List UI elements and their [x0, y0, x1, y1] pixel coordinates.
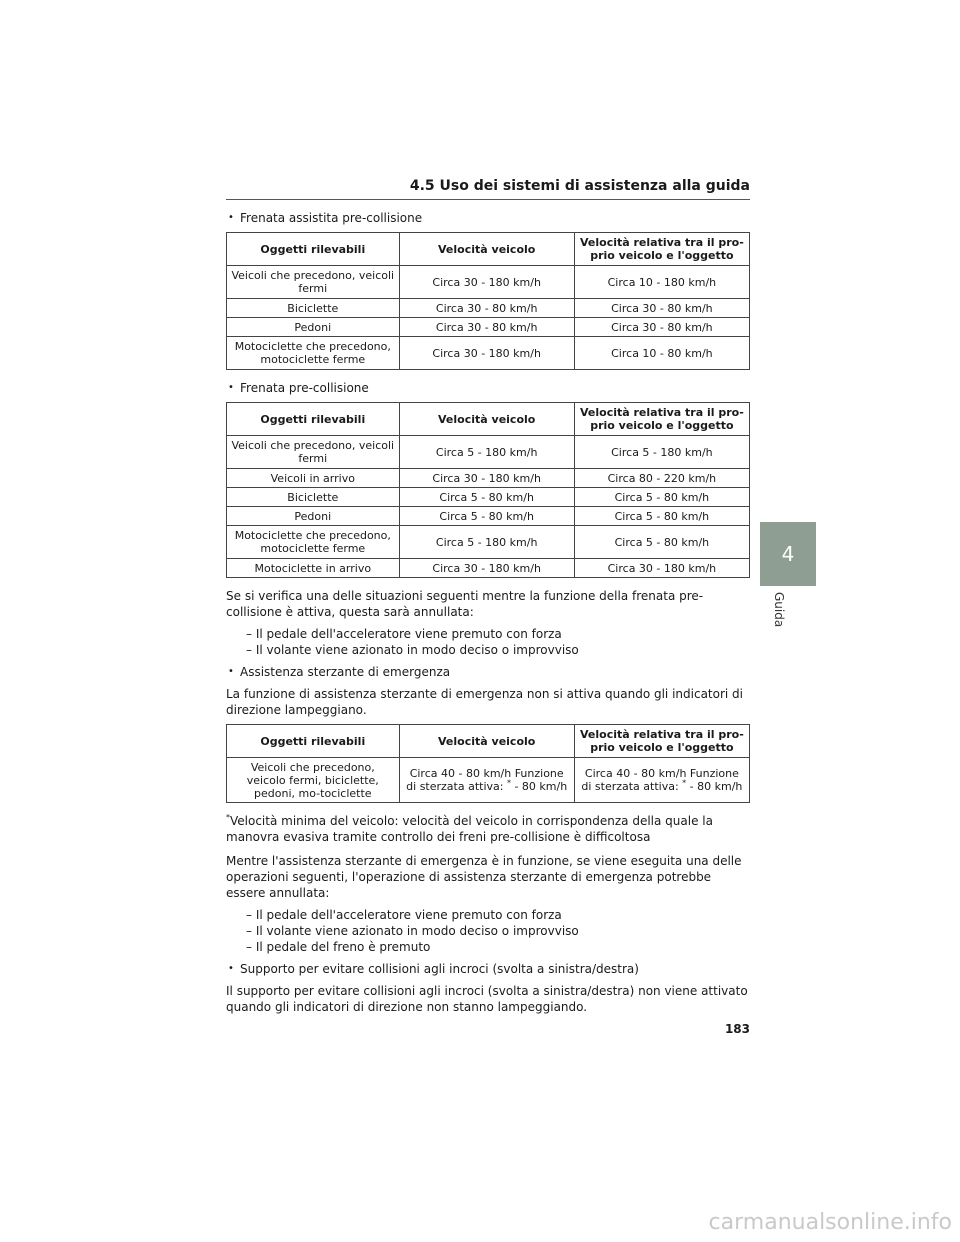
paragraph-sterzante-cancel: Mentre l'assistenza sterzante di emergenza è in funzione, se viene eseguita una delle operazioni seguenti, l'operazione di assistenza sterzante di emergenza potrebbe essere annullata: [226, 854, 742, 900]
chapter-tab-label: Guida [772, 592, 786, 628]
table-cell: Biciclette [227, 299, 400, 318]
cell-text: - 80 km/h [510, 780, 568, 793]
footnote-mark: * [506, 778, 511, 788]
chapter-tab: 4 [760, 522, 816, 586]
table-cell: Motociclette che precedono, motociclette ferme [227, 337, 400, 370]
dash-item: – Il volante viene azionato in modo deciso o improvviso [246, 924, 579, 938]
table-header-row [227, 725, 750, 758]
table-cell: Circa 30 - 80 km/h [399, 318, 574, 337]
dash-list [226, 626, 750, 658]
table-header-cell: Velocità veicolo [399, 725, 574, 758]
table-cell [399, 758, 574, 803]
table-cell: Circa 10 - 180 km/h [574, 266, 749, 299]
table-cell: Circa 80 - 220 km/h [574, 469, 749, 488]
table-cell: Circa 30 - 180 km/h [399, 337, 574, 370]
footnote-text: Velocità minima del veicolo: velocità del veicolo in corrispondenza della quale la manovra evasiva tramite controllo dei freni pre-collisione è difficoltosa [226, 814, 713, 844]
table-row [227, 469, 750, 488]
table-cell: Circa 30 - 180 km/h [399, 469, 574, 488]
table-cell: Circa 5 - 80 km/h [399, 507, 574, 526]
table-row [227, 266, 750, 299]
dash-item: – Il volante viene azionato in modo deciso o improvviso [246, 643, 579, 657]
table-cell: Circa 5 - 80 km/h [399, 488, 574, 507]
table-cell [574, 758, 749, 803]
paragraph-cancel-conditions: Se si verifica una delle situazioni seguenti mentre la funzione della frenata pre-collisione è attiva, questa sarà annullata: [226, 589, 704, 619]
table-header-cell: Oggetti rilevabili [227, 233, 400, 266]
bullet-assistenza-sterzante: • Assistenza sterzante di emergenza [226, 664, 750, 680]
dash-item: – Il pedale dell'acceleratore viene premuto con forza [246, 908, 562, 922]
table-row [227, 299, 750, 318]
table-row [227, 526, 750, 559]
table-cell: Circa 30 - 80 km/h [574, 299, 749, 318]
cell-text: Circa 40 - 80 km/h Funzione di sterzata attiva: [581, 767, 739, 793]
table-cell: Circa 30 - 80 km/h [399, 299, 574, 318]
table-cell: Circa 5 - 180 km/h [399, 526, 574, 559]
table-row [227, 758, 750, 803]
table-header-cell: Velocità veicolo [399, 403, 574, 436]
table-cell: Biciclette [227, 488, 400, 507]
table-assistenza-sterzante [226, 724, 750, 803]
watermark: carmanualsonline.info [708, 1210, 952, 1235]
bullet-frenata-pre-collisione: • Frenata pre-collisione [226, 380, 750, 396]
table-cell: Pedoni [227, 318, 400, 337]
table-cell: Circa 5 - 80 km/h [574, 526, 749, 559]
table-cell: Pedoni [227, 507, 400, 526]
dash-list [226, 907, 750, 955]
bullet-frenata-assistita: • Frenata assistita pre-collisione [226, 210, 750, 226]
table-header-cell: Oggetti rilevabili [227, 403, 400, 436]
table-row [227, 559, 750, 578]
footnote-mark: * [682, 778, 687, 788]
table-cell: Veicoli che precedono, veicoli fermi [227, 436, 400, 469]
table-row [227, 337, 750, 370]
table-header-row [227, 403, 750, 436]
table-header-cell: Velocità relativa tra il pro- prio veicolo e l'oggetto [574, 403, 749, 436]
table-cell: Circa 5 - 180 km/h [399, 436, 574, 469]
table-header-cell: Velocità relativa tra il pro- prio veicolo e l'oggetto [574, 725, 749, 758]
table-header-cell: Velocità relativa tra il pro- prio veicolo e l'oggetto [574, 233, 749, 266]
table-cell: Veicoli in arrivo [227, 469, 400, 488]
cell-text: Circa 40 - 80 km/h Funzione di sterzata attiva: [406, 767, 564, 793]
table-cell: Circa 10 - 80 km/h [574, 337, 749, 370]
table-cell: Circa 30 - 180 km/h [399, 559, 574, 578]
table-cell: Circa 30 - 80 km/h [574, 318, 749, 337]
dash-item: – Il pedale dell'acceleratore viene premuto con forza [246, 627, 562, 641]
footnote [226, 813, 750, 845]
table-header-cell: Oggetti rilevabili [227, 725, 400, 758]
table-header-row [227, 233, 750, 266]
table-cell: Motociclette in arrivo [227, 559, 400, 578]
table-cell: Veicoli che precedono, veicolo fermi, biciclette, pedoni, mo-tociclette [227, 758, 400, 803]
footnote-mark: * [226, 813, 230, 822]
table-cell: Circa 30 - 180 km/h [574, 559, 749, 578]
header-divider [226, 199, 750, 200]
table-row [227, 507, 750, 526]
table-row [227, 436, 750, 469]
table-cell: Motociclette che precedono, motociclette ferme [227, 526, 400, 559]
table-row [227, 318, 750, 337]
paragraph-supporto-incroci: Il supporto per evitare collisioni agli incroci (svolta a sinistra/destra) non viene attivato quando gli indicatori di direzione non stanno lampeggiando. [226, 984, 748, 1014]
table-cell: Circa 5 - 180 km/h [574, 436, 749, 469]
dash-item: – Il pedale del freno è premuto [246, 940, 431, 954]
table-cell: Circa 30 - 180 km/h [399, 266, 574, 299]
bullet-supporto-incroci: • Supporto per evitare collisioni agli incroci (svolta a sinistra/destra) [226, 961, 750, 977]
cell-text: - 80 km/h [686, 780, 743, 793]
table-cell: Circa 5 - 80 km/h [574, 507, 749, 526]
table-frenata-assistita [226, 232, 750, 370]
page-content [226, 208, 750, 1021]
page-header-title: 4.5 Uso dei sistemi di assistenza alla guida [409, 178, 750, 194]
table-frenata-pre-collisione [226, 402, 750, 578]
table-cell: Circa 5 - 80 km/h [574, 488, 749, 507]
table-cell: Veicoli che precedono, veicoli fermi [227, 266, 400, 299]
table-header-cell: Velocità veicolo [399, 233, 574, 266]
table-row [227, 488, 750, 507]
page-number: 183 [724, 1022, 750, 1036]
paragraph-assistenza-intro: La funzione di assistenza sterzante di emergenza non si attiva quando gli indicatori di direzione lampeggiano. [226, 687, 743, 717]
